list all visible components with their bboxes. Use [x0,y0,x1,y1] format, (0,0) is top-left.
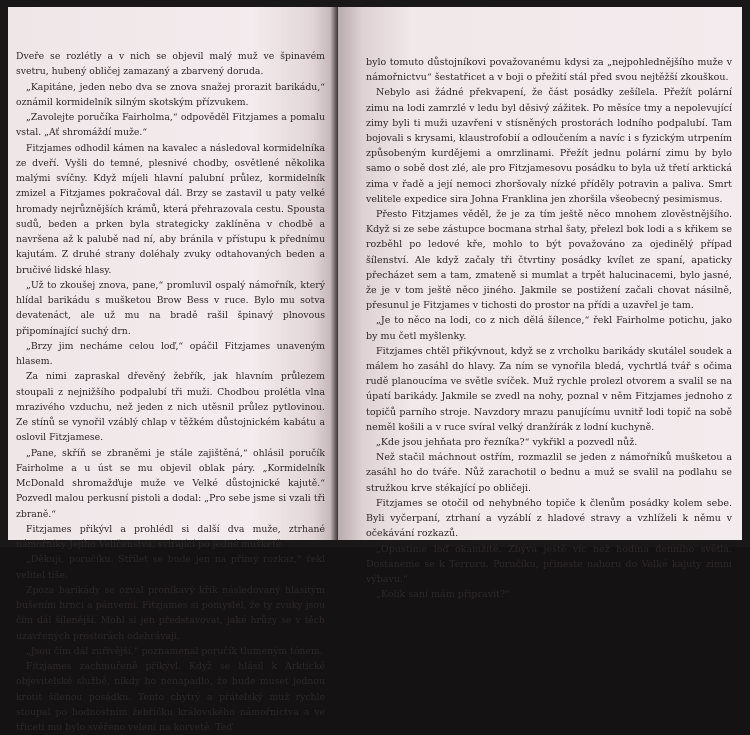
paragraph: „Brzy jim nechámе celou loď,“ opáčil Fitzjames unaveným hlasem. [16,340,325,367]
paragraph: „Je to něco na lodi, co z nich dělá šílence,“ řekl Fairholme potichu, jako by mu četl myšlenky. [366,315,732,342]
paragraph: „Jsou čím dál zuřivější,“ poznamenal poručík tlumeným tónem. [26,645,323,657]
paragraph: Zpoza barikády se ozval pronikavý křik následovaný hlasitým bušením hrnci a pánvemi. Fitzjames si pomyslel, že ty zvuky jsou čím dál šílenější. Mohl si jen představovat, jaké hrůzy se v těch uzavřených prostorách odehrávají. [16,584,325,642]
paragraph: „Kapitáne, jeden nebo dva se znova snažej prorazit barikádu,“ oznámil kormidelník silným skotským přízvukem. [16,81,325,108]
paragraph: „Už to zkoušej znova, pane,“ promluvil ospalý námořník, který hlídal barikádu s mušketou Brow Bess v ruce. Bylo mu sotva devatenáct, ale už mu na bradě rašil špinavý plnovous připomínající suchý drn. [16,279,325,337]
paragraph: „Pane, skříň se zbraněmi je stále zajištěná,“ ohlásil poručík Fairholme a u úst se mu objevil oblak páry. „Kormidelník McDonald shromažďuje muže ve Velké důstojnické kajutě.“ Pozvedl malou perkusní pistoli a dodal: „Pro sebe jsme si vzali tři zbraně.“ [16,447,325,520]
paragraph: bylo tomuto důstojníkovi považovanému kdysi za „nejpohlednějšího muže v námořnictvu“ šestatřicet a v boji o přežití stál před svou nejtěžší zkouškou. [366,57,732,84]
paragraph: „Kde jsou jehňata pro řezníka?“ vykřikl a pozvedl nůž. [376,437,638,449]
paragraph: „Opustíme loď okamžitě. Zbývá ještě víc než hodina denního světla. Dostaneme se k Terroru. Poručíku, přineste nahoru do Velké kajuty zimní výbavu.“ [366,543,732,585]
paragraph: „Děkuji, poručíku. Střílet se bude jen na přímý rozkaz,“ řekl velitel tiše. [16,554,325,581]
paragraph: „Zavolejte poručíka Fairholma,“ odpověděl Fitzjames a pomalu vstal. „Ať shromáždí muže.“ [16,112,325,139]
paragraph: Za nimi zapraskal dřevěný žebřík, jak hlavním průlezem stoupali z nejnižšího podpalubí tři muži. Chodbou prolétla vlna mrazivého vzduchu, než jeden z nich utěsnil průlez pytlovinou. Ze stínů se vynořil vzáblý chlap v těžkém důstojnickém kabátu a oslovil Fitzjamese. [16,371,325,444]
paragraph: Nebylo asi žádné překvapení, že část posádky zešílela. Přežít polární zimu na lodi zamrzlé v ledu byl děsivý zážitek. Po měsíce tmy a nepolevující zimy byli ti muži uzavřeni v stísněných prostorách lodního podpalubí. Tam bojovali s krysami, klaustrofobií a odloučením a navíc i s fyzickým utrpením způsobeným kurdějemi a omrzlinami. Přežít jednu polární zimu by bylo samo o sobě dost zlé, ale pro Fitzjamesovu posádku to byla už třetí arktická zima v řadě a její nemoci zhoršovaly nízké příděly potravin a paliva. Smrt velitele expedice sira Johna Franklina jen zhoršila všeobecný pesimismus. [366,87,732,205]
right-page [338,7,742,601]
paragraph: Fitzjames chtěl přikývnout, když se z vrcholku barikády skutálel soudek a málem ho zasáhl do hlavy. Za ním se vynořila bledá, vychrtlá tvář s očima rudě planoucíma ve světle svíček. Muž rychle prolezl otvorem a svalil se na úpatí barikády. Jakmile se zvedl na nohy, poznal v něm Fitzjames jednoho z topičů parního stroje. Navzdory mrazu panujícímu uvnitř lodi topič na sobě neměl košili a v ruce svíral velký dranžírák z lodní kuchyně. [366,345,732,433]
paragraph: Fitzjames přikývl a prohlédl si další dva muže, ztrhané námořníky Jejího Veličenstva, svírající po jedné mušketě. [16,523,325,550]
paragraph: Dveře se rozlétly a v nich se objevil malý muž ve špinavém svetru, hubený obličej zamazaný a zbarvený doruda. [16,51,325,78]
paragraph: „Kolik saní mám připravit?“ [376,589,510,601]
paragraph: Fitzjames zachmuřeně přikývl. Když se hlásil k Arktické objevitelské službě, nikdy ho nenapadlo, že bude muset jednou krotit šílenou posádku. Tento chytrý a přátelský muž rychle stoupal po hodnostním žebříčku královského námořnictva a ve třiceti mu bylo svěřeno velení na korvetě. Teď [16,661,325,733]
paragraph: Fitzjames se otočil od nehybného topiče k členům posádky kolem sebe. Byli vyčerpaní, ztrhaní a vyzáblí z hladové stravy a vzhlíželi k němu v očekávání rozkazů. [366,497,732,540]
left-page [8,7,335,733]
paragraph: Než stačil máchnout ostřím, rozmazlil se jeden z námořníků mušketou a zasáhl ho do tváře. Nůž zarachotil o bednu a muž se svalil na podlahu se stružkou krve stékající po obličeji. [366,452,732,494]
paragraph: Fitzjames odhodil kámen na kavalec a následoval kormidelníka ze dveří. Vyšli do temné, plesnivé chodby, osvětlené několika malými svíčny. Když míjeli hlavní palubní průlez, kormidelník zmizel a Fitzjames pokračoval dál. Brzy se zastavil u paty velké hromady nejrůznějších krámů, která přehrazovala cestu. Spousta sudů, beden a prken byla strategicky zaklíněna v chodbě a navršena až k palubě nad ní, aby bránila v přístupu k přednímu kajutám. Z druhé strany doléhaly zvuky odtahovaných beden a bručivé lidské hlasy. [16,142,325,276]
paragraph: Přesto Fitzjames věděl, že je za tím ještě něco mnohem zlověstnějšího. Když si ze sebe zástupce bocmana strhal šaty, přelezl bok lodi a s křikem se rozběhl po ledové kře, mohlo to být považováno za ojedinělý případ šílenství. Ale když začaly tři čtvrtiny posádky kvílet ze spaní, apaticky přecházet sem a tam, zmateně si mumlat a trpět halucinacemi, bylo jasné, že je v tom ještě něco jiného. Jakmile se postižení začali chovat násilně, přesunul je Fitzjames v tichosti do prostor na přídi a uzavřel je tam. [366,209,732,312]
